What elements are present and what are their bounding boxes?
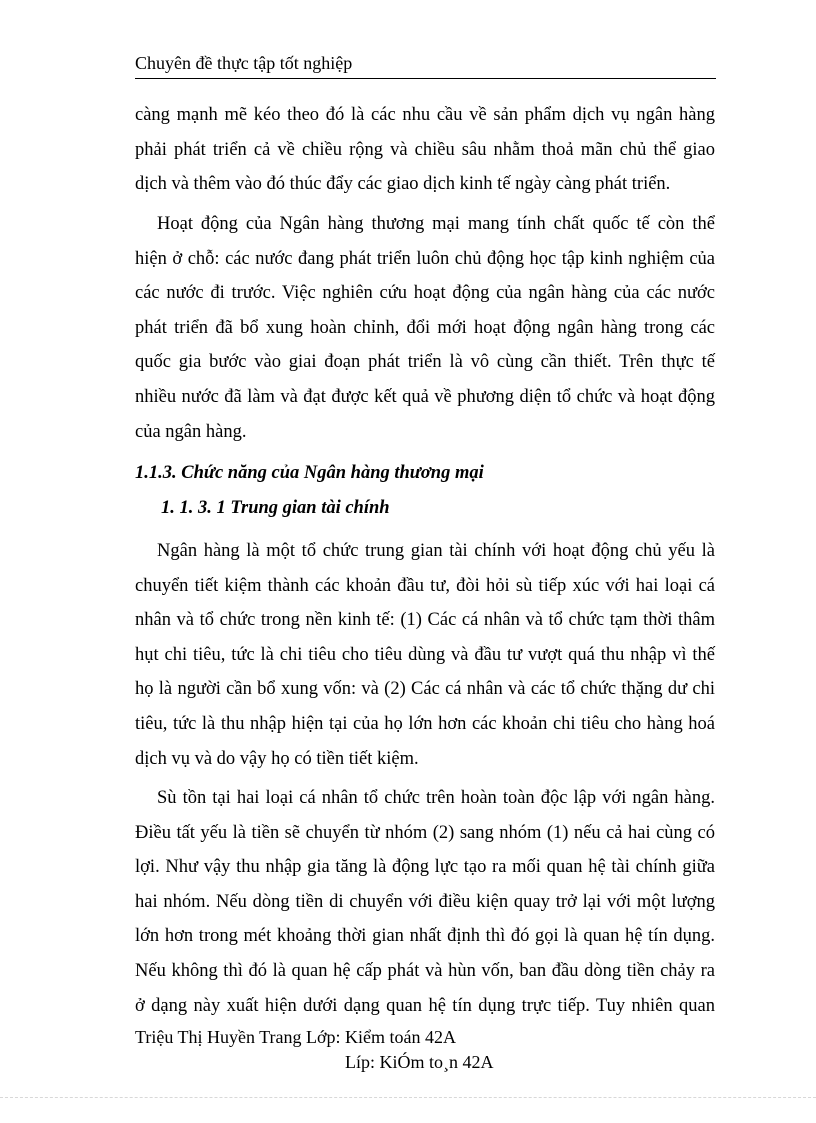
text-line: nhân và tổ chức trong nền kinh tế: (1) Các cá nhân và tổ chức tạm thời thâm [135, 610, 715, 631]
text-line: Nếu không thì đó là quan hệ cấp phát và hùn vốn, ban đầu dòng tiền chảy ra [135, 960, 715, 981]
text-line: họ là người cần bổ xung vốn: và (2) Các cá nhân và các tổ chức thặng dư chi [135, 679, 715, 700]
paragraph-international-nature [135, 207, 715, 449]
text-line: lớn hơn trong mét khoảng thời gian nhất định thì đó gọi là quan hệ tín dụng. [135, 926, 715, 947]
page-edge-divider [0, 1097, 816, 1098]
section-heading: 1.1.3. Chức năng của Ngân hàng thương mại [135, 463, 484, 483]
text-line: tiêu, tức là thu nhập hiện tại của họ lớn hơn các khoản chi tiêu cho hàng hoá [135, 713, 715, 734]
text-line: dịch vụ và do vậy họ có tiền tiết kiệm. [135, 748, 419, 769]
text-line: lợi. Như vậy thu nhập gia tăng là động lực tạo ra mối quan hệ tài chính giữa [135, 857, 715, 878]
paragraph-two-groups [135, 781, 715, 1023]
subsection-heading: 1. 1. 3. 1 Trung gian tài chính [161, 498, 390, 518]
text-line: ở dạng này xuất hiện dưới dạng quan hệ tín dụng trực tiếp. Tuy nhiên quan [135, 995, 715, 1016]
text-line: phải phát triển cả về chiều rộng và chiều sâu nhằm thoả mãn chủ thể giao [135, 139, 715, 160]
text-line: hiện ở chỗ: các nước đang phát triển luôn chủ động học tập kinh nghiệm của [135, 248, 715, 269]
footer-author-line: Triệu Thị Huyền Trang Lớp: Kiểm toán 42A [135, 1027, 457, 1047]
text-line: quốc gia bước vào giai đoạn phát triển là vô cùng cần thiết. Trên thực tế [135, 352, 715, 373]
footer-class-line: Líp: KiÓm to¸n 42A [345, 1052, 494, 1072]
text-line: Hoạt động của Ngân hàng thương mại mang tính chất quốc tế còn thể [157, 214, 715, 234]
paragraph-continuation [135, 98, 715, 202]
page-header-title: Chuyên đề thực tập tốt nghiệp [135, 53, 353, 73]
text-line: phát triển đã bổ xung hoàn chỉnh, đổi mới hoạt động ngân hàng trong các [135, 317, 715, 338]
text-line: càng mạnh mẽ kéo theo đó là các nhu cầu về sản phẩm dịch vụ ngân hàng [135, 105, 715, 125]
text-line: dịch và thêm vào đó thúc đẩy các giao dịch kinh tế ngày càng phát triển. [135, 174, 671, 195]
text-line: Điều tất yếu là tiền sẽ chuyển từ nhóm (2) sang nhóm (1) nếu cả hai cùng có [135, 822, 715, 843]
text-line: chuyển tiết kiệm thành các khoản đầu tư, đòi hỏi sù tiếp xúc với hai loại cá [135, 575, 715, 596]
text-line: hai nhóm. Nếu dòng tiền di chuyển với điều kiện quay trở lại với một lượng [135, 891, 715, 912]
text-line: Sù tồn tại hai loại cá nhân tổ chức trên hoàn toàn độc lập với ngân hàng. [157, 788, 715, 808]
text-line: hụt chi tiêu, tức là chi tiêu cho tiêu dùng và đầu tư vượt quá thu nhập vì thế [135, 644, 715, 665]
paragraph-financial-intermediary [135, 534, 715, 776]
text-line: Ngân hàng là một tổ chức trung gian tài chính với hoạt động chủ yếu là [157, 541, 715, 561]
page-header [135, 50, 716, 79]
text-line: các nước đi trước. Việc nghiên cứu hoạt động của ngân hàng của các nước [135, 283, 715, 304]
text-line: của ngân hàng. [135, 421, 247, 442]
text-line: nhiều nước đã làm và đạt được kết quả về phương diện tổ chức và hoạt động [135, 386, 715, 407]
